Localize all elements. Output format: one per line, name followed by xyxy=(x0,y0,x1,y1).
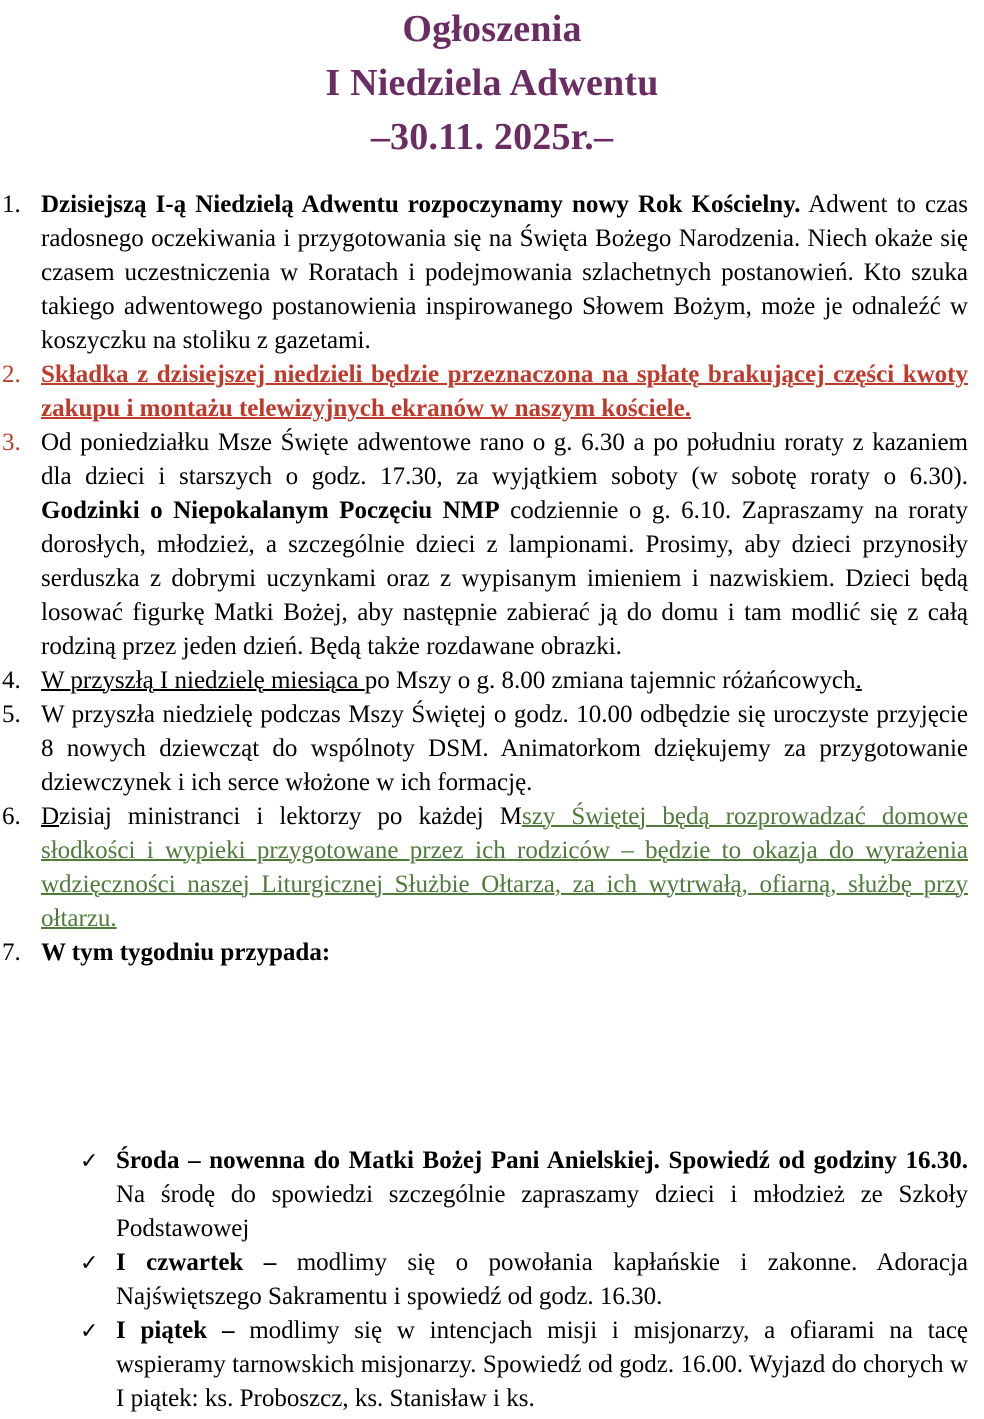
item-text: zisiaj ministranci i lektorzy po każdej M xyxy=(59,803,522,830)
announcement-item-5 xyxy=(0,698,968,800)
week-event-wednesday xyxy=(0,1144,968,1246)
announcement-header xyxy=(0,0,984,164)
event-text: modlimy się o powołania kapłańskie i zakonne. Adoracja Najświętszego Sakramentu i spowiedź od godz. 16.30. xyxy=(116,1249,968,1310)
item-number: 6. xyxy=(2,803,21,830)
checkmark-icon: ✓ xyxy=(80,1148,99,1173)
item-text: W przyszła niedzielę podczas Mszy Świętej o godz. 10.00 odbędzie się uroczyste przyjęcie 8 nowych dziewcząt do wspólnoty DSM. Animatorkom dziękujemy za przygotowanie dziewczynek i ich serce włożone w ich formację. xyxy=(41,701,968,796)
checkmark-icon: ✓ xyxy=(80,1250,99,1275)
item-end: . xyxy=(855,667,862,694)
week-event-friday xyxy=(0,1314,968,1416)
item-text: po Mszy o g. 8.00 zmiana tajemnic różańcowych xyxy=(364,667,856,694)
item-number: 5. xyxy=(2,701,21,728)
item-bold-text: W tym tygodniu przypada: xyxy=(41,939,331,966)
page-title: Ogłoszenia xyxy=(402,8,582,50)
week-events-list xyxy=(0,1144,968,1416)
week-event-thursday xyxy=(0,1246,968,1314)
event-bold-text: I czwartek – xyxy=(116,1249,277,1276)
announcement-item-3 xyxy=(0,426,968,664)
page-date: –30.11. 2025r.– xyxy=(370,116,614,158)
event-text: Na środę do spowiedzi szczególnie zapraszamy dzieci i młodzież ze Szkoły Podstawowej xyxy=(116,1181,968,1242)
item-text: Adwent to czas radosnego oczekiwania i przygotowania się na Święta Bożego Narodzenia. Niech okaże się czasem uczestniczenia w Roratach i podejmowania szlachetnych postanowień. Kto szuka takiego adwentowego postanowienia inspirowanego Słowem Bożym, może je odnaleźć w koszyczku na stoliku z gazetami. xyxy=(41,191,968,354)
announcement-item-1 xyxy=(0,188,968,358)
item-number: 1. xyxy=(2,191,21,218)
item-number: 7. xyxy=(2,939,21,966)
checkmark-icon: ✓ xyxy=(80,1318,99,1343)
event-bold-text: I piątek – xyxy=(116,1317,235,1344)
announcement-list xyxy=(0,188,968,970)
announcement-item-6 xyxy=(0,800,968,936)
item-number: 3. xyxy=(2,429,21,456)
item-bold-text: Dzisiejszą I-ą Niedzielą Adwentu rozpoczynamy nowy Rok Kościelny. xyxy=(41,191,801,218)
item-number: 4. xyxy=(2,667,21,694)
page-subtitle: I Niedziela Adwentu xyxy=(325,62,659,104)
item-bold-text: Godzinki o Niepokalanym Poczęciu NMP xyxy=(41,497,500,524)
item-first-letter: D xyxy=(41,803,60,830)
item-text: Od poniedziałku Msze Święte adwentowe rano o g. 6.30 a po południu roraty z kazaniem dla dzieci i starszych o godz. 17.30, za wyjątkiem soboty (w sobotę roraty o 6.30). xyxy=(41,429,968,490)
item-number: 2. xyxy=(2,361,21,388)
collection-notice: Składka z dzisiejszej niedzieli będzie przeznaczona na spłatę brakującej części kwoty zakupu i montażu telewizyjnych ekranów w naszym kościele. xyxy=(41,361,968,422)
announcement-item-7 xyxy=(0,936,968,970)
event-bold-text: Środa – nowenna do Matki Bożej Pani Anielskiej. Spowiedź od godziny 16.30. xyxy=(116,1147,968,1174)
announcement-item-4 xyxy=(0,664,968,698)
item-green-text: szy Świętej będą rozprowadzać domowe słodkości i wypieki przygotowane przez ich rodziców – będzie to okazja do wyrażenia wdzięczności naszej Liturgicznej Służbie Ołtarza, za ich wytrwałą, ofiarną, służbę przy ołtarzu. xyxy=(41,803,968,932)
item-text: codziennie o g. 6.10. Zapraszamy na roraty dorosłych, młodzież, a szczególnie dzieci z lampionami. Prosimy, aby dzieci przynosiły serduszka z dobrymi uczynkami oraz z wypisanym imieniem i nazwiskiem. Dzieci będą losować figurkę Matki Bożej, aby następnie zabierać ją do domu i tam modlić się z całą rodziną przez jeden dzień. Będą także rozdawane obrazki. xyxy=(41,497,968,660)
event-text: modlimy się w intencjach misji i misjonarzy, a ofiarami na tacę wspieramy tarnowskich misjonarzy. Spowiedź od godz. 16.00. Wyjazd do chorych w I piątek: ks. Proboszcz, ks. Stanisław i ks. xyxy=(116,1317,969,1412)
announcement-item-2 xyxy=(0,358,968,426)
item-underlined-text: W przyszłą I niedzielę miesiąca xyxy=(41,667,365,694)
